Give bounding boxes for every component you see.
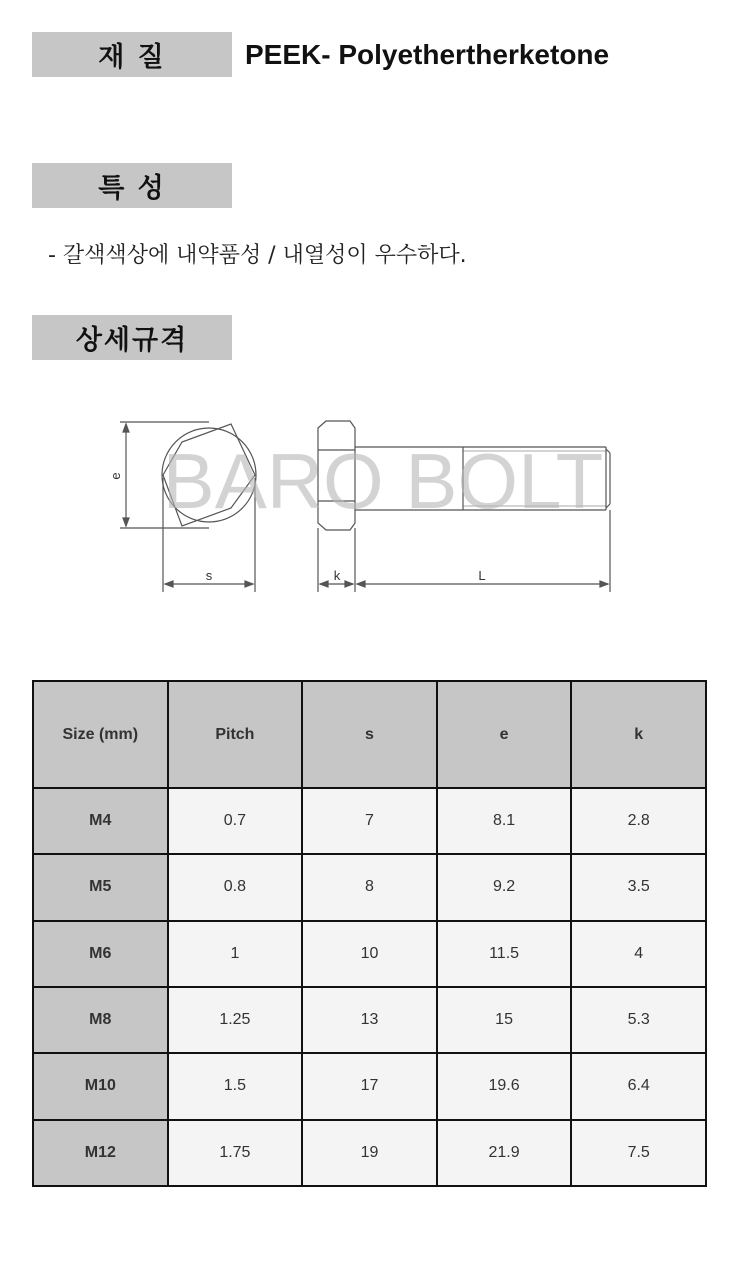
header-e: e bbox=[437, 681, 572, 788]
specs-label: 상세규격 bbox=[32, 315, 232, 360]
pitch-cell: 1.5 bbox=[168, 1053, 303, 1119]
header-k: k bbox=[571, 681, 706, 788]
size-cell: M12 bbox=[33, 1120, 168, 1186]
e-cell: 21.9 bbox=[437, 1120, 572, 1186]
header-size: Size (mm) bbox=[33, 681, 168, 788]
header-pitch: Pitch bbox=[168, 681, 303, 788]
k-cell: 3.5 bbox=[571, 854, 706, 920]
s-label: s bbox=[205, 568, 213, 583]
table-row bbox=[33, 1053, 706, 1119]
header-s: s bbox=[302, 681, 437, 788]
e-cell: 8.1 bbox=[437, 788, 572, 854]
spec-table bbox=[32, 680, 707, 1187]
L-label: L bbox=[478, 568, 486, 583]
size-cell: M4 bbox=[33, 788, 168, 854]
k-cell: 4 bbox=[571, 921, 706, 987]
e-cell: 11.5 bbox=[437, 921, 572, 987]
pitch-cell: 0.7 bbox=[168, 788, 303, 854]
e-cell: 9.2 bbox=[437, 854, 572, 920]
table-row bbox=[33, 1120, 706, 1186]
pitch-cell: 1.25 bbox=[168, 987, 303, 1053]
s-cell: 13 bbox=[302, 987, 437, 1053]
pitch-cell: 1 bbox=[168, 921, 303, 987]
s-cell: 17 bbox=[302, 1053, 437, 1119]
size-cell: M6 bbox=[33, 921, 168, 987]
watermark: BARO BOLT bbox=[162, 437, 604, 525]
pitch-cell: 1.75 bbox=[168, 1120, 303, 1186]
k-cell: 6.4 bbox=[571, 1053, 706, 1119]
bolt-diagram bbox=[100, 400, 660, 610]
k-cell: 5.3 bbox=[571, 987, 706, 1053]
size-cell: M8 bbox=[33, 987, 168, 1053]
s-cell: 7 bbox=[302, 788, 437, 854]
k-cell: 2.8 bbox=[571, 788, 706, 854]
e-cell: 19.6 bbox=[437, 1053, 572, 1119]
table-row bbox=[33, 987, 706, 1053]
k-label: k bbox=[333, 568, 341, 583]
characteristics-label: 특 성 bbox=[32, 163, 232, 208]
e-label: e bbox=[108, 472, 123, 480]
k-cell: 7.5 bbox=[571, 1120, 706, 1186]
table-header-row bbox=[33, 681, 706, 788]
pitch-cell: 0.8 bbox=[168, 854, 303, 920]
table-row bbox=[33, 921, 706, 987]
s-cell: 19 bbox=[302, 1120, 437, 1186]
material-value: PEEK- Polyethertherketone bbox=[245, 39, 610, 70]
s-cell: 8 bbox=[302, 854, 437, 920]
characteristics-text: - 갈색색상에 내약품성 / 내열성이 우수하다. bbox=[48, 243, 467, 268]
table-row bbox=[33, 788, 706, 854]
table-row bbox=[33, 854, 706, 920]
e-cell: 15 bbox=[437, 987, 572, 1053]
size-cell: M5 bbox=[33, 854, 168, 920]
s-cell: 10 bbox=[302, 921, 437, 987]
size-cell: M10 bbox=[33, 1053, 168, 1119]
material-label: 재 질 bbox=[32, 32, 232, 77]
